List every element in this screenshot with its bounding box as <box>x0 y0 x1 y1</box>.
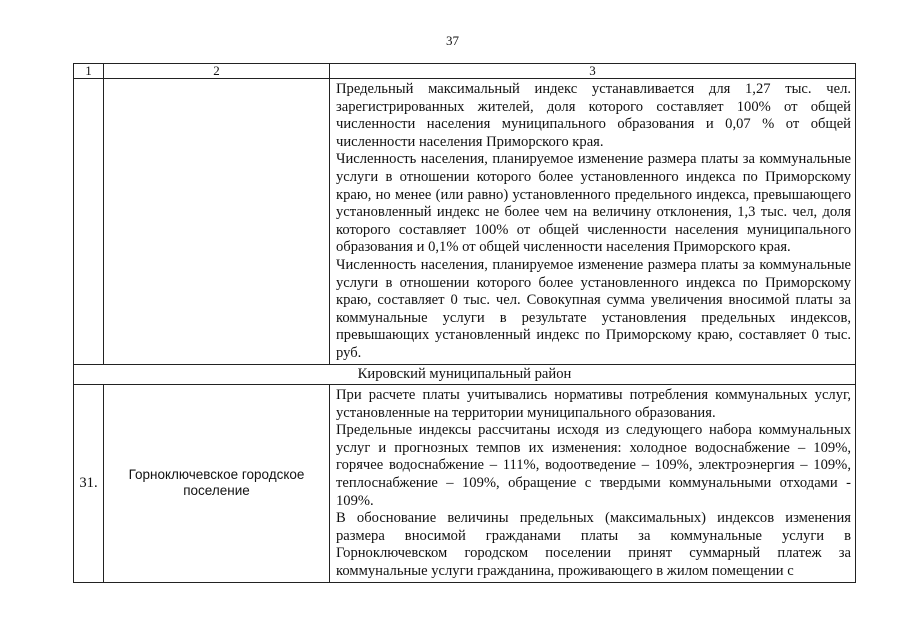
continuation-paragraph: Численность населения, планируемое изменение размера платы за коммунальные услуги в отношении которого более установленного индекса по Приморскому краю, но менее (или равно) установленного предельного индекса, превышающего установленный индекс не более чем на величину отклонения, 1,3 тыс. чел, доля которого составляет 100% от общей численности населения муниципального образования и 0,1% от общей численности населения Приморского края. <box>336 151 851 256</box>
continuation-paragraph: Предельный максимальный индекс устанавливается для 1,27 тыс. чел. зарегистрированных жителей, доля которого составляет 100% от общей численности населения муниципального образования и 0,07 % от общей численности населения Приморского края. <box>336 81 851 150</box>
header-col-1: 1 <box>74 64 104 79</box>
entry-row <box>74 385 856 583</box>
continuation-row <box>74 79 856 365</box>
entry-paragraph: В обоснование величины предельных (максимальных) индексов изменения размера вносимой гражданами платы за коммунальные услуги в Горноключевском городском поселении принят суммарный платеж за коммунальные услуги гражданина, проживающего в жилом помещении с <box>336 510 851 580</box>
continuation-name-cell <box>104 79 330 365</box>
table-header-row <box>74 64 856 79</box>
page-number: 37 <box>446 33 459 48</box>
entry-name: Горноключевское городское поселение <box>104 385 330 583</box>
continuation-number-cell <box>74 79 104 365</box>
continuation-paragraph: Численность населения, планируемое изменение размера платы за коммунальные услуги в отношении которого более установленного индекса по Приморскому краю, составляет 0 тыс. чел. Совокупная сумма увеличения вносимой платы за коммунальные услуги в результате установления предельных индексов, превышающих установленный индекс по Приморскому краю, составляет 0 тыс. руб. <box>336 256 851 361</box>
entry-paragraph: При расчете платы учитывались нормативы потребления коммунальных услуг, установленные на территории муниципального образования. <box>336 387 851 421</box>
district-label: Кировский муниципальный район <box>74 364 856 385</box>
header-col-2: 2 <box>104 64 330 79</box>
index-table <box>73 63 856 583</box>
header-col-3: 3 <box>330 64 856 79</box>
entry-number: 31. <box>74 385 104 583</box>
district-row <box>74 364 856 385</box>
entry-text-cell <box>330 385 856 583</box>
continuation-text-cell <box>330 79 856 365</box>
entry-paragraph: Предельные индексы рассчитаны исходя из следующего набора коммунальных услуг и прогнозных темпов их изменения: холодное водоснабжение – 109%, горячее водоснабжение – 111%, водоотведение – 109%, электроэнергия – 109%, теплоснабжение – 109%, обращение с твердыми коммунальными отходами - 109%. <box>336 422 851 509</box>
